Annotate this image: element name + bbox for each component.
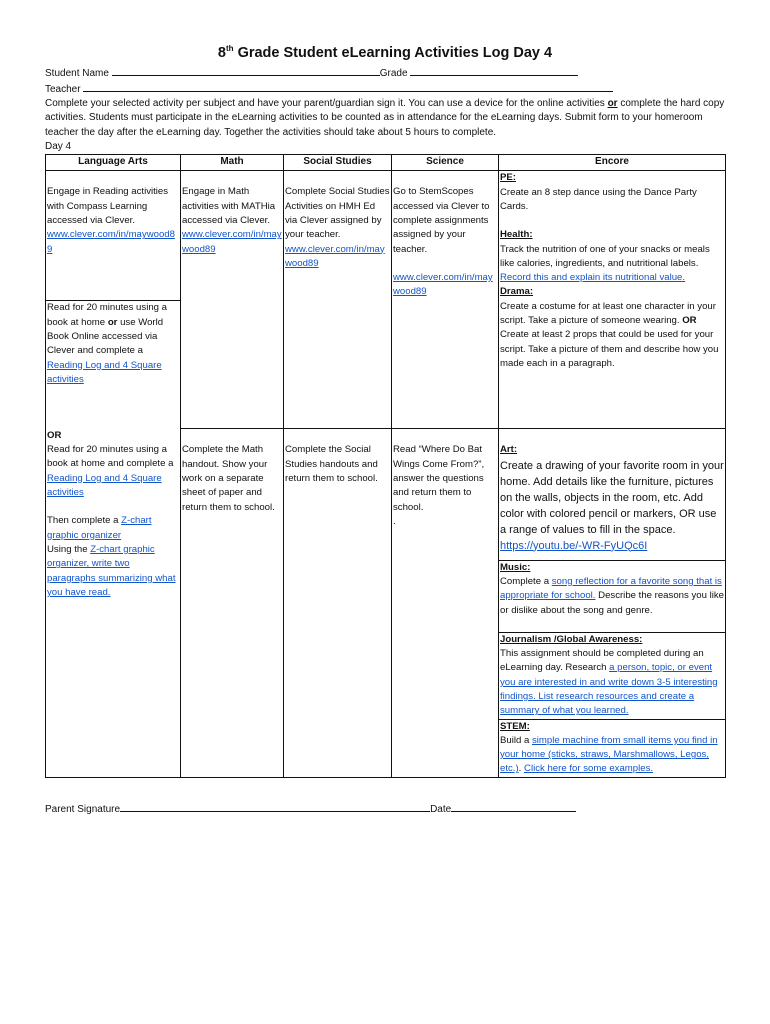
date-field[interactable] — [451, 801, 576, 812]
table-header-row — [46, 155, 726, 171]
ss-clever-link[interactable]: www.clever.com/in/maywood89 — [285, 243, 385, 269]
art-heading: Art: — [500, 444, 518, 456]
la-or-label: OR — [47, 429, 62, 441]
teacher-label: Teacher — [45, 83, 81, 95]
sci-hardcopy-cell: Read “Where Do Bat Wings Come From?”, answer the questions and return them to school. . — [392, 429, 499, 777]
la-reading-log-link-1[interactable]: Reading Log and 4 Square activities — [47, 359, 162, 385]
page-title: 8th Grade Student eLearning Activities Log Day 4 — [217, 44, 553, 61]
student-name-field[interactable] — [112, 65, 380, 76]
table-row — [46, 171, 726, 301]
teacher-field[interactable] — [83, 81, 613, 92]
parent-signature-field[interactable] — [120, 801, 430, 812]
math-online-cell: Engage in Math activities with MATHia accessed via Clever. www.clever.com/in/maywood89 — [181, 171, 284, 429]
health-link[interactable]: Record this and explain its nutritional value. — [500, 272, 686, 284]
encore-top-cell — [499, 171, 726, 429]
ss-online-cell: Complete Social Studies Activities on HMH Ed via Clever assigned by your teacher. www.clever.com/in/maywood89 — [284, 171, 392, 429]
stem-cell — [499, 719, 726, 777]
art-text: Create a drawing of your favorite room in your home. Add details like the furniture, pictures on the walls, objects in the room, etc. Add color with colored pencil or markers, OR use a range of values to fill in the space. — [500, 459, 724, 536]
student-name-line — [45, 65, 725, 81]
date-label: Date — [430, 804, 452, 815]
la-online-cell: Engage in Reading activities with Compass Learning accessed via Clever. www.clever.com/in/maywood89 — [46, 171, 181, 301]
stem-examples-link[interactable]: Click here for some examples. — [524, 763, 654, 775]
drama-text: Create a costume for at least one character in your script. Take a picture of someone wearing. OR Create at least 2 props that could be used for your script. Take a picture of them and describe how you made each in a paragraph. — [500, 300, 719, 369]
music-text: Complete a song reflection for a favorite song that is appropriate for school. Describe the reasons you like or dislike about the song and genre. — [500, 575, 724, 616]
col-science: Science — [392, 155, 499, 171]
journalism-cell — [499, 632, 726, 719]
la-reading-log-link-2[interactable]: Reading Log and 4 Square activities — [47, 472, 162, 499]
ss-hardcopy-cell: Complete the Social Studies handouts and return them to school. — [284, 429, 392, 777]
col-math: Math — [181, 155, 284, 171]
sci-clever-link[interactable]: www.clever.com/in/maywood89 — [393, 272, 493, 298]
teacher-line — [45, 81, 725, 97]
health-text: Track the nutrition of one of your snacks or meals like calories, ingredients, and nutritional labels. Record this and explain its nutritional value. — [500, 243, 710, 284]
table-row — [46, 429, 726, 560]
journalism-text: This assignment should be completed during an eLearning day. Research a person, topic, or event you are interested in and write down 3-5 interesting findings. List research resources and create a summary of what you learned. — [500, 648, 718, 717]
day-label: Day 4 — [45, 141, 72, 153]
col-language-arts: Language Arts — [46, 155, 181, 171]
math-hardcopy-cell: Complete the Math handout. Show your work on a separate sheet of paper and return them to school. — [181, 429, 284, 777]
signature-line — [45, 801, 576, 815]
pe-heading: PE: — [500, 172, 516, 184]
col-social-studies: Social Studies — [284, 155, 392, 171]
la-zchart-link-1[interactable]: Z-chart graphic organizer — [47, 515, 152, 541]
student-name-label: Student Name — [45, 67, 109, 79]
music-link[interactable]: song reflection for a favorite song that is appropriate for school. — [500, 575, 722, 602]
parent-signature-label: Parent Signature — [45, 804, 121, 815]
sci-online-cell: Go to StemScopes accessed via Clever to complete assignments assigned by your teacher. www.clever.com/in/maywood89 — [392, 171, 499, 429]
journalism-heading: Journalism /Global Awareness: — [500, 633, 643, 645]
grade-field[interactable] — [410, 65, 578, 76]
la-hardcopy-cell: OR Read for 20 minutes using a book at home and complete a Reading Log and 4 Square activities Then complete a Z-chart graphic organizer Using the Z-chart graphic organizer, write two paragraphs summarizing what you have read. — [46, 429, 181, 777]
art-video-link[interactable]: https://youtu.be/-WR-FyUQc6I — [500, 539, 648, 552]
la-clever-link[interactable]: www.clever.com/in/maywood89 — [47, 229, 175, 255]
la-zchart-link-2[interactable]: Z-chart graphic organizer, write two paragraphs summarizing what you have read. — [47, 543, 176, 598]
music-heading: Music: — [500, 561, 531, 573]
journalism-link[interactable]: a person, topic, or event you are interested in and write down 3-5 interesting findings. List research resources and create a summary of what you learned. — [500, 662, 718, 717]
instructions: Complete your selected activity per subject and have your parent/guardian sign it. You can use a device for the online activities or complete the hard copy activities. Students must participate in the eLearning activities to be counted as in attendance for the eLearning days. Submit form to your homeroom teacher the day after the eLearning day. Together the activities should take about 5 hours to complete. — [45, 97, 725, 138]
stem-link[interactable]: simple machine from small items you find in your home (sticks, straws, Marshmallows, Legos, etc.) — [500, 734, 718, 775]
music-cell — [499, 560, 726, 632]
math-clever-link[interactable]: www.clever.com/in/maywood89 — [182, 229, 282, 255]
col-encore: Encore — [499, 155, 726, 171]
activities-table — [45, 154, 726, 777]
stem-heading: STEM: — [500, 720, 530, 732]
la-worldbook-cell: Read for 20 minutes using a book at home or use World Book Online accessed via Clever and complete a Reading Log and 4 Square activities — [46, 301, 181, 429]
log-page — [45, 44, 725, 778]
drama-heading: Drama: — [500, 286, 534, 298]
pe-text: Create an 8 step dance using the Dance Party Cards. — [500, 186, 697, 212]
art-cell — [499, 429, 726, 560]
health-heading: Health: — [500, 229, 533, 241]
stem-text: Build a simple machine from small items you find in your home (sticks, straws, Marshmallows, Legos, etc.). Click here for some examples. — [500, 734, 718, 775]
grade-label: Grade — [379, 67, 408, 79]
